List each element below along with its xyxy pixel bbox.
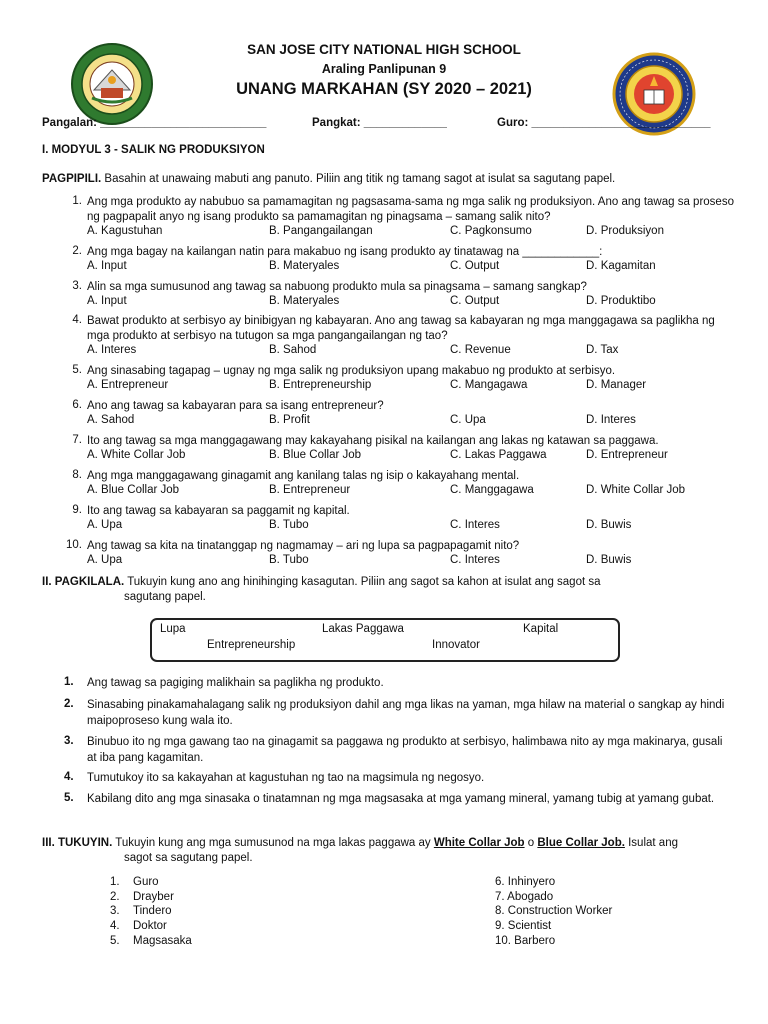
list-number: 3.	[110, 905, 120, 917]
answer-option[interactable]: C. Manggagawa	[450, 484, 534, 496]
answer-option[interactable]: B. Sahod	[269, 344, 317, 356]
question-text: Ito ang tawag sa kabayaran sa paggamit ng kapital.	[87, 505, 350, 517]
item-text: Kabilang dito ang mga sinasaka o tinatamnan ng mga magsasaka at mga yamang mineral, yamang tubig at yamang gubat.	[87, 793, 715, 805]
section-3-instructions	[42, 836, 732, 851]
answer-option[interactable]: D. Produktibo	[586, 295, 656, 307]
answer-option[interactable]: C. Mangagawa	[450, 379, 528, 391]
answer-option[interactable]: D. Entrepreneur	[586, 449, 668, 461]
white-collar-term: White Collar Job	[433, 837, 525, 849]
item-number: 3.	[64, 735, 74, 747]
section-1-instructions	[42, 172, 732, 187]
answer-option[interactable]: C. Output	[450, 260, 500, 272]
item-number: 2.	[64, 698, 74, 710]
teacher-field[interactable]: Guro: ____________________________	[497, 117, 711, 129]
list-item: Magsasaka	[133, 935, 192, 947]
answer-option[interactable]: A. Sahod	[87, 414, 135, 426]
question-number: 7.	[72, 434, 82, 446]
answer-option[interactable]: B. Tubo	[269, 519, 309, 531]
question-number: 2.	[72, 245, 82, 257]
choice-word: Kapital	[523, 623, 559, 635]
answer-option[interactable]: D. Manager	[586, 379, 647, 391]
section-2-instr-text: Tukuyin kung ano ang hinihinging kasagutan. Piliin ang sagot sa kahon at isulat ang sagot sa	[124, 576, 601, 588]
question-number: 10.	[66, 539, 82, 551]
subject-title: Araling Panlipunan 9	[321, 62, 447, 76]
answer-option[interactable]: B. Materyales	[269, 295, 340, 307]
answer-option[interactable]: C. Interes	[450, 554, 500, 566]
question-number: 1.	[72, 195, 82, 207]
list-number: 1.	[110, 876, 120, 888]
section-3-title: III. TUKUYIN.	[42, 837, 113, 849]
item-number: 4.	[64, 771, 74, 783]
name-field[interactable]: Pangalan: __________________________	[42, 117, 267, 129]
answer-option[interactable]: A. Input	[87, 295, 127, 307]
question-text: Ang sinasabing tagapag – ugnay ng mga salik ng produksiyon upang makabuo ng produkto at serbisyo.	[87, 365, 616, 377]
item-text: Tumutukoy ito sa kakayahan at kagustuhan ng tao na magsimula ng negosyo.	[87, 772, 485, 784]
answer-option[interactable]: B. Pangangailangan	[269, 225, 373, 237]
answer-option[interactable]: B. Entrepreneur	[269, 484, 351, 496]
list-number: 5.	[110, 935, 120, 947]
list-item: 9. Scientist	[495, 920, 552, 932]
instr-text: Basahin at unawaing mabuti ang panuto. Piliin ang titik ng tamang sagot at isulat sa sagutang papel.	[101, 173, 616, 185]
question-text: Ang tawag sa kita na tinatanggap ng nagmamay – ari ng lupa sa pagpapagamit nito?	[87, 540, 520, 552]
choice-word: Innovator	[432, 639, 480, 651]
list-item: 8. Construction Worker	[495, 905, 613, 917]
instr-label: PAGPIPILI.	[42, 173, 102, 185]
item-number: 1.	[64, 676, 74, 688]
answer-option[interactable]: A. White Collar Job	[87, 449, 186, 461]
answer-option[interactable]: A. Input	[87, 260, 127, 272]
section-3-instr-a: Tukuyin kung ang mga sumusunod na mga lakas paggawa ay	[112, 837, 434, 849]
question-text: Alin sa mga sumusunod ang tawag sa nabuong produkto mula sa pinagsama – samang sangkap?	[87, 281, 587, 293]
question-text: Bawat produkto at serbisyo ay binibigyan ng kabayaran. Ano ang tawag sa kabayaran ng mga manggagawa sa paglikha ng mga produkto at serbisyo na tutugon sa mga pangangailangan ng tao?	[87, 315, 715, 342]
item-number: 5.	[64, 792, 74, 804]
answer-option[interactable]: D. Produksiyon	[586, 225, 664, 237]
answer-option[interactable]: C. Interes	[450, 519, 500, 531]
question-number: 6.	[72, 399, 82, 411]
answer-option[interactable]: B. Profit	[269, 414, 310, 426]
question-number: 9.	[72, 504, 82, 516]
list-number: 4.	[110, 920, 120, 932]
list-item: 7. Abogado	[495, 891, 554, 903]
section-2-instructions	[42, 575, 732, 590]
choice-word: Lupa	[160, 623, 186, 635]
question-text: Ito ang tawag sa mga manggagawang may kakayahang pisikal na kailangan ang lakas ng katawan sa paggawa.	[87, 435, 659, 447]
section-1-title: I. MODYUL 3 - SALIK NG PRODUKSIYON	[42, 144, 265, 156]
list-number: 2.	[110, 891, 120, 903]
answer-option[interactable]: A. Entrepreneur	[87, 379, 169, 391]
answer-option[interactable]: B. Entrepreneurship	[269, 379, 372, 391]
answer-option[interactable]: D. White Collar Job	[586, 484, 686, 496]
answer-option[interactable]: A. Interes	[87, 344, 137, 356]
answer-option[interactable]: C. Pagkonsumo	[450, 225, 532, 237]
question-number: 8.	[72, 469, 82, 481]
answer-option[interactable]: C. Upa	[450, 414, 486, 426]
answer-option[interactable]: A. Blue Collar Job	[87, 484, 180, 496]
answer-option[interactable]: B. Tubo	[269, 554, 309, 566]
answer-option[interactable]: A. Kagustuhan	[87, 225, 163, 237]
answer-option[interactable]: D. Interes	[586, 414, 636, 426]
item-text: Ang tawag sa pagiging malikhain sa paglikha ng produkto.	[87, 677, 384, 689]
question-text: Ang mga bagay na kailangan natin para makabuo ng isang produkto ay tinatawag na ____________:	[87, 246, 603, 258]
section-3-instr-c: Isulat ang	[624, 837, 678, 849]
answer-option[interactable]: C. Output	[450, 295, 500, 307]
answer-option[interactable]: D. Buwis	[586, 519, 632, 531]
answer-option[interactable]: C. Lakas Paggawa	[450, 449, 547, 461]
item-text: Sinasabing pinakamahalagang salik ng produksiyon dahil ang mga likas na yaman, mga hilaw na material o sangkap ay hindi maipoproseso kung wala ito.	[87, 699, 725, 727]
choice-word: Entrepreneurship	[207, 639, 296, 651]
section-3-instr-line2: sagot sa sagutang papel.	[124, 852, 253, 864]
section-2-instr-line2: sagutang papel.	[124, 591, 206, 603]
list-item: Doktor	[133, 920, 167, 932]
answer-option[interactable]: D. Kagamitan	[586, 260, 656, 272]
question-text: Ang mga produkto ay nabubuo sa pamamagitan ng pagsasama-sama ng mga salik ng produksiyon. Ano ang tawag sa proseso ng pagpapalit anyo ng isang produkto sa pamamagitan ng pinagsama – samang salik nito?	[87, 196, 734, 223]
question-text: Ano ang tawag sa kabayaran para sa isang entrepreneur?	[87, 400, 384, 412]
answer-option[interactable]: D. Buwis	[586, 554, 632, 566]
question-text: Ang mga manggagawang ginagamit ang kanilang talas ng isip o kakayahang mental.	[87, 470, 520, 482]
list-item: Drayber	[133, 891, 174, 903]
blue-collar-term: Blue Collar Job.	[537, 837, 625, 849]
school-name: SAN JOSE CITY NATIONAL HIGH SCHOOL	[247, 42, 521, 57]
answer-option[interactable]: A. Upa	[87, 554, 123, 566]
section-2-title: II. PAGKILALA.	[42, 576, 125, 588]
list-item: 10. Barbero	[495, 935, 556, 947]
section-field[interactable]: Pangkat: _____________	[312, 117, 447, 129]
question-number: 5.	[72, 364, 82, 376]
list-item: Guro	[133, 876, 159, 888]
answer-option[interactable]: D. Tax	[586, 344, 619, 356]
item-text: Binubuo ito ng mga gawang tao na ginagamit sa paggawa ng produkto at serbisyo, halimbawa nito ay mga makinarya, gusali at iba pang kagamitan.	[87, 736, 723, 764]
section-3-instr-b: o	[524, 837, 538, 849]
answer-option[interactable]: C. Revenue	[450, 344, 511, 356]
quarter-title: UNANG MARKAHAN (SY 2020 – 2021)	[236, 80, 532, 98]
answer-option[interactable]: B. Blue Collar Job	[269, 449, 362, 461]
answer-option[interactable]: A. Upa	[87, 519, 123, 531]
answer-option[interactable]: B. Materyales	[269, 260, 340, 272]
list-item: 6. Inhinyero	[495, 876, 556, 888]
choice-word: Lakas Paggawa	[322, 623, 404, 635]
list-item: Tindero	[133, 905, 172, 917]
question-number: 4.	[72, 314, 82, 326]
question-number: 3.	[72, 280, 82, 292]
